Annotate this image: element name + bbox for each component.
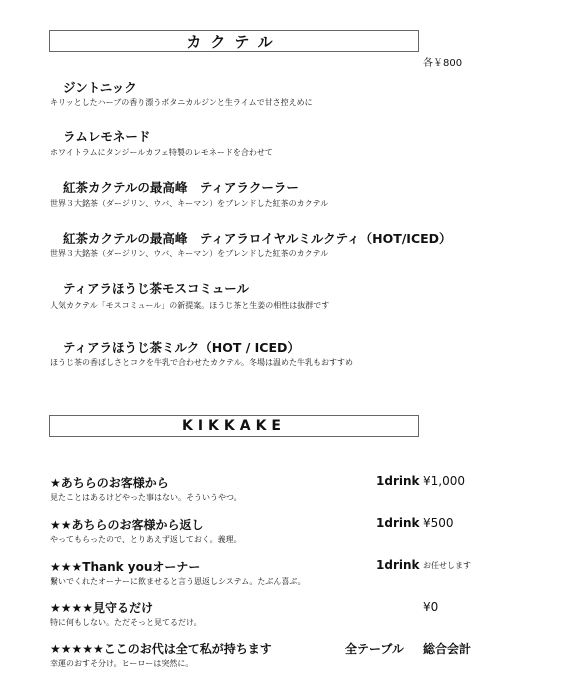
- kikkake-item-name: ★あちらのお客様から: [50, 476, 169, 490]
- kikkake-item-unit: 1drink: [376, 558, 420, 572]
- kikkake-item-name: ★★★★見守るだけ: [50, 601, 154, 615]
- kikkake-item-price: お任せします: [423, 561, 471, 570]
- kikkake-item-unit: 全テーブル: [345, 642, 404, 656]
- kikkake-section-title: KIKKAKE: [49, 415, 419, 437]
- kikkake-item-name: ★★あちらのお客様から返し: [50, 518, 204, 532]
- cocktail-section-title: カクテル: [49, 30, 419, 52]
- kikkake-item-price: ¥500: [423, 516, 454, 530]
- menu-item-name: ティアラほうじ茶モスコミュール: [63, 281, 250, 296]
- kikkake-item-desc: 見たことはあるけどやった事はない。そういうやつ。: [50, 493, 242, 502]
- kikkake-item-desc: 幸運のおすそ分け。ヒーローは突然に。: [50, 659, 194, 668]
- menu-item-desc: 人気カクテル「モスコミュール」の新提案。ほうじ茶と生姜の相性は抜群です: [50, 301, 330, 310]
- menu-item-name: 紅茶カクテルの最高峰 ティアラクーラー: [63, 180, 299, 195]
- kikkake-item-desc: 繋いでくれたオーナーに飲ませると言う恩返しシステム。たぶん喜ぶ。: [50, 577, 306, 586]
- kikkake-item-desc: やってもらったので、とりあえず返しておく。義理。: [50, 535, 242, 544]
- kikkake-item-name: ★★★Thank youオーナー: [50, 560, 201, 574]
- kikkake-item-unit: 1drink: [376, 474, 420, 488]
- menu-item-desc: 世界３大銘茶（ダージリン、ウバ、キーマン）をブレンドした紅茶のカクテル: [50, 199, 329, 208]
- kikkake-item-desc: 特に何もしない。ただそっと見てるだけ。: [50, 618, 202, 627]
- kikkake-item-name: ★★★★★ここのお代は全て私が持ちます: [50, 642, 272, 656]
- menu-item-name: 紅茶カクテルの最高峰 ティアラロイヤルミルクティ（HOT/ICED）: [63, 231, 452, 246]
- kikkake-item-price: 総合会計: [423, 642, 472, 656]
- menu-item-desc: キリッとしたハーブの香り漂うボタニカルジンと生ライムで甘さ控えめに: [50, 98, 313, 107]
- kikkake-item-unit: 1drink: [376, 516, 420, 530]
- menu-item-name: ジントニック: [63, 80, 137, 95]
- menu-item-name: ラムレモネード: [63, 129, 151, 144]
- menu-item-desc: ホワイトラムにタンジールカフェ特製のレモネードを合わせて: [50, 148, 273, 157]
- menu-item-desc: ほうじ茶の香ばしさとコクを牛乳で合わせたカクテル。冬場は温めた牛乳もおすすめ: [50, 358, 354, 367]
- menu-item-name: ティアラほうじ茶ミルク（HOT / ICED）: [63, 340, 300, 355]
- menu-item-desc: 世界３大銘茶（ダージリン、ウバ、キーマン）をブレンドした紅茶のカクテル: [50, 249, 329, 258]
- kikkake-item-price: ¥1,000: [423, 474, 465, 488]
- kikkake-item-price: ¥0: [423, 600, 439, 614]
- cocktail-price-note: 各￥800: [423, 58, 463, 69]
